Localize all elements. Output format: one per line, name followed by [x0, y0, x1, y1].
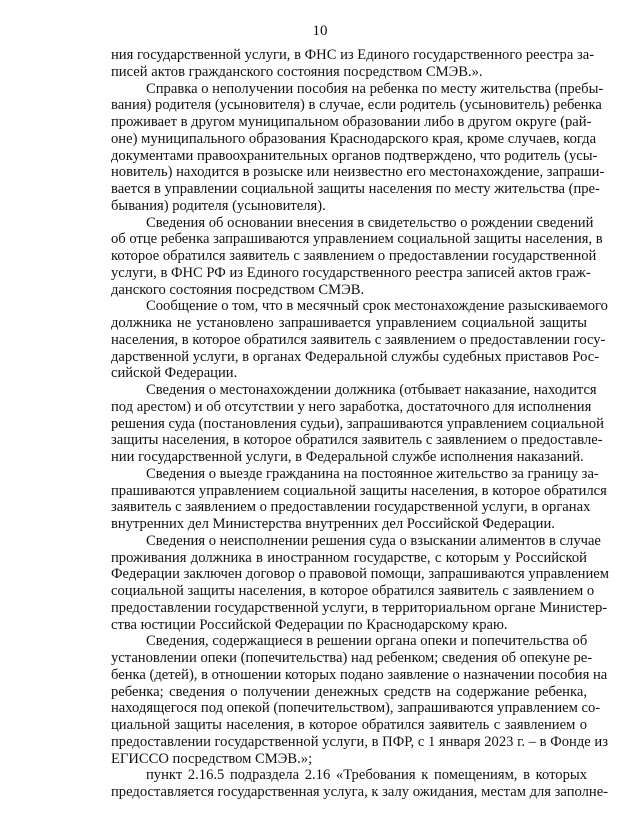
text-line: Сведения об основании внесения в свидетельство о рождении сведений — [146, 214, 594, 231]
text-line: бывания) родителя (усыновителя). — [111, 197, 326, 214]
text-line: писей актов гражданского состояния посредством СМЭВ.». — [111, 63, 483, 80]
text-line: должника не установлено запрашивается управлением социальной защиты — [111, 315, 587, 331]
text-line: Сведения о местонахождении должника (отбывает наказание, находится — [146, 382, 597, 398]
text-line: Федерации заключен договор о правовой помощи, запрашиваются управлением — [111, 566, 609, 583]
text-line: населения, в которое обратился заявитель с заявлением о предоставлении госу- — [111, 331, 606, 348]
paragraph — [111, 465, 607, 533]
text-line: новитель) находится в розыске или неизвестно его местонахождение, запраши- — [111, 164, 605, 181]
text-line: пункт 2.16.5 подраздела 2.16 «Требования к помещениям, в которых — [146, 767, 587, 784]
page-number: 10 — [312, 23, 328, 39]
text-line: находящегося под опекой (попечительством), запрашиваются управлением со- — [111, 700, 601, 717]
text-line: циальной защиты населения, в которое обратился заявитель с заявлением о — [111, 717, 587, 733]
text-line: ния государственной услуги, в ФНС из Единого государственного реестра за- — [111, 47, 595, 63]
text-line: ства юстиции Российской Федерации по Краснодарскому краю. — [111, 616, 508, 633]
text-line: внутренних дел Министерства внутренних дел Российской Федерации. — [111, 516, 555, 532]
text-line: ЕГИССО посредством СМЭВ.»; — [111, 750, 313, 767]
text-line: установлении опеки (попечительства) над ребенком; сведения об опекуне ре- — [111, 650, 593, 666]
text-line: под арестом) и об отсутствии у него заработка, достаточного для исполнения — [111, 398, 592, 415]
paragraph — [111, 532, 609, 634]
text-line: об отце ребенка запрашиваются управлением социальной защиты населения, в — [111, 231, 603, 248]
document-body — [111, 47, 609, 801]
text-line: прашиваются управлением социальной защиты населения, в которое обратился — [111, 482, 607, 499]
text-line: Справка о неполучении пособия на ребенка по месту жительства (пребы- — [146, 80, 604, 97]
text-line: предоставлении государственной услуги, в территориальном органе Министер- — [111, 599, 608, 616]
text-line: Сообщение о том, что в месячный срок местонахождение разыскиваемого — [146, 298, 608, 315]
text-line: Сведения о неисполнении решения суда о взыскании алиментов в случае — [146, 532, 601, 549]
text-line: проживания должника в иностранном государстве, с которым у Российской — [111, 549, 587, 566]
text-line: Сведения о выезде гражданина на постоянное жительство за границу за- — [146, 465, 599, 482]
text-line: решения суда (постановления судьи), запрашиваются управлением социальной — [111, 415, 604, 432]
text-line: сийской Федерации. — [111, 365, 238, 382]
text-line: ребенка; сведения о получении денежных средств на содержание ребенка, — [111, 683, 587, 700]
text-line: предоставлении государственной услуги, в ПФР, с 1 января 2023 г. – в Фонде из — [111, 733, 608, 750]
paragraph — [111, 80, 605, 215]
text-line: оне) муниципального образования Краснодарского края, кроме случаев, когда — [111, 130, 597, 147]
text-line: услуги, в ФНС РФ из Единого государственного реестра записей актов граж- — [111, 264, 591, 281]
text-line: предоставляется государственная услуга, к залу ожидания, местам для заполне- — [111, 784, 609, 800]
text-line: данского состояния посредством СМЭВ. — [111, 281, 365, 298]
text-line: бенка (детей), в отношении которых подано заявление о назначении пособия на — [111, 666, 608, 683]
text-line: которое обратился заявитель с заявлением о предоставлении государственной — [111, 248, 597, 264]
text-line: вается в управлении социальной защиты населения по месту жительства (пре- — [111, 181, 600, 197]
paragraph — [111, 214, 603, 299]
text-line: проживает в другом муниципальном образовании либо в другом округе (рай- — [111, 114, 592, 130]
text-line: Сведения, содержащиеся в решении органа опеки и попечительства об — [146, 633, 588, 650]
text-line: заявитель с заявлением о предоставлении государственной услуги, в органах — [111, 499, 591, 516]
text-line: вания) родителя (усыновителя) в случае, если родитель (усыновитель) ребенка — [111, 97, 602, 114]
paragraph — [111, 382, 604, 466]
text-line: дарственной услуги, в органах Федеральной службы судебных приставов Рос- — [111, 348, 600, 365]
text-line: документами правоохранительных органов подтверждено, что родитель (усы- — [111, 147, 598, 164]
text-line: нии государственной услуги, в Федеральной службе исполнения наказаний. — [111, 449, 584, 465]
paragraph — [111, 298, 608, 382]
text-line: защиты населения, в которое обратился заявитель с заявлением о предоставле- — [111, 432, 603, 449]
paragraph — [111, 633, 608, 767]
paragraph — [111, 47, 595, 81]
paragraph — [111, 767, 609, 801]
text-line: социальной защиты населения, в которое обратился заявитель с заявлением о — [111, 583, 595, 599]
